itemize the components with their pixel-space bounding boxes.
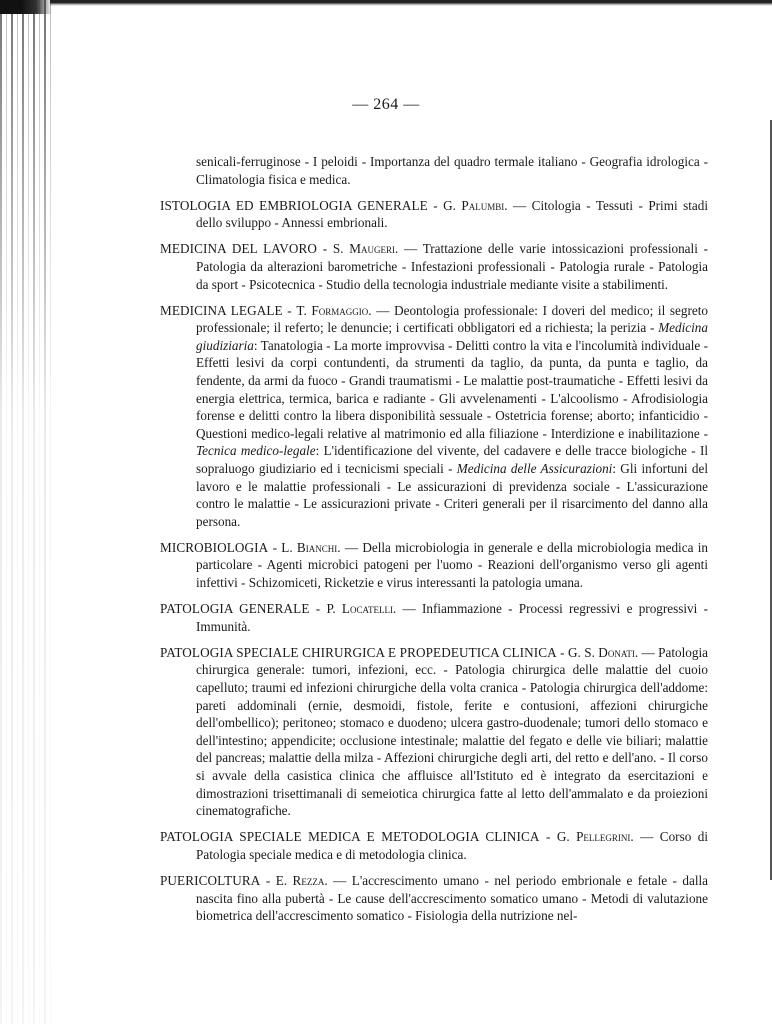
course-subject: PATOLOGIA GENERALE bbox=[160, 601, 310, 617]
course-entry-patologia-medica bbox=[160, 828, 708, 863]
separator: - bbox=[282, 302, 297, 318]
separator: - bbox=[309, 601, 327, 617]
course-subject: MICROBIOLOGIA bbox=[160, 539, 269, 555]
separator: — bbox=[327, 872, 352, 888]
course-description: Trattazione delle varie intossicazioni professionali - Patologia da alterazioni barometriche - Infestazioni professionali - Patologia rurale - Patologia da sport - Psicotecnica - Studio della tecnologia industriale mediante visite a stabilimenti. bbox=[196, 241, 708, 292]
separator: — bbox=[633, 829, 660, 845]
course-entry-istologia bbox=[160, 197, 708, 232]
course-list bbox=[160, 153, 708, 933]
course-subject: ISTOLOGIA ED EMBRIOLOGIA GENERALE bbox=[160, 197, 428, 213]
course-subject: PATOLOGIA SPECIALE MEDICA E METODOLOGIA CLINICA bbox=[160, 829, 540, 845]
course-subject: PATOLOGIA SPECIALE CHIRURGICA E PROPEDEUTICA CLINICA bbox=[160, 644, 557, 660]
course-description: Infiammazione - Processi regressivi e progressivi - Immunità. bbox=[196, 601, 708, 634]
course-author: G. S. Donati. bbox=[568, 644, 639, 660]
page-number: — 264 — bbox=[352, 96, 420, 113]
scan-edge-top bbox=[50, 0, 772, 6]
separator: - bbox=[539, 829, 557, 845]
separator: - bbox=[260, 872, 276, 888]
course-author: G. Pellegrini. bbox=[556, 829, 634, 845]
course-entry-patologia-chirurgica bbox=[160, 644, 708, 820]
course-description: L'accrescimento umano - nel periodo embrionale e fetale - dalla nascita fino alla pubertà - Le cause dell'accrescimento somatico umano - Metodi di valutazione biometrica dell'accrescimento somatico - Fisiologia della nutrizione nel- bbox=[196, 872, 709, 924]
continuation-paragraph: senicali-ferruginose - I peloidi - Importanza del quadro termale italiano - Geografia idrologica - Climatologia fisica e medica. bbox=[196, 154, 708, 187]
course-entry-microbiologia bbox=[160, 539, 708, 592]
course-description: Citologia - Tessuti - Primi stadi dello sviluppo - Annessi embrionali. bbox=[196, 197, 709, 231]
course-author: S. Maugeri. bbox=[332, 241, 399, 257]
separator: — bbox=[371, 302, 395, 318]
separator: - bbox=[268, 539, 282, 555]
separator: — bbox=[638, 644, 659, 660]
course-author: E. Rezza. bbox=[275, 872, 328, 888]
course-subject: MEDICINA LEGALE bbox=[160, 302, 283, 318]
course-section-heading: Medicina delle Assicurazioni bbox=[456, 461, 613, 476]
separator: - bbox=[427, 197, 444, 213]
course-section-heading: Tecnica medico-legale bbox=[196, 443, 316, 459]
separator: — bbox=[396, 601, 423, 617]
separator: - bbox=[316, 241, 333, 257]
course-description: : Gli infortuni del lavoro e le malattie professionali - Le assicurazioni di previdenza sociale - L'assicurazione contro le malattie - Le assicurazioni private - Criteri generali per il risarcimento del danno alla persona. bbox=[196, 461, 708, 529]
separator: — bbox=[398, 241, 423, 257]
separator: — bbox=[340, 539, 363, 555]
separator: — bbox=[507, 197, 532, 213]
course-description: Deontologia professionale: I doveri del medico; il segreto professionale; il referto; le denuncie; i certificati obbligatori ed a richiesta; la perizia - bbox=[196, 302, 708, 336]
course-entry-medicina-legale bbox=[160, 302, 708, 531]
course-description: Patologia chirurgica generale: tumori, infezioni, ecc. - Patologia chirurgica delle malattie del cuoio capelluto; traumi ed infezioni chirurgiche della volta cranica - Patologia chirurgica dell'addome: pareti addominali (ernie, desmoidi, fistole, ferite e contusioni, affezioni chirurgiche dell'ombellico); peritoneo; stomaco e duodeno; ulcera gastro-duodenale; tumori dello stomaco e dell'intestino; appendicite; occlusione intestinale; malattie del fegato e delle vie biliari; malattie del pancreas; malattie della milza - Affezioni chirurgiche degli arti, del retto e dell'ano. - Il corso si avvale della casistica clinica che affluisce all'Istituto ed è integrato da esercitazioni e dimostrazioni trisettimanali di semeiotica chirurgica fatte al letto dell'ammalato e da proiezioni cinematografiche. bbox=[196, 644, 708, 819]
course-description: : Tanatologia - La morte improvvisa - Delitti contro la vita e l'incolumità individuale - Effetti lesivi da corpi contundenti, da strumenti da taglio, da punta, da punta e taglio, da fendente, da armi da fuoco - Grandi traumatismi - Le malattie post-traumatiche - Effetti lesivi da energia elettrica, termica, barica e radiante - Gli avvelenamenti - L'alcoolismo - Afrodisiologia forense e delitti contro la libera disponibilità sessuale - Ostetricia forense; aborto; infanticidio - Questioni medico-legali relative al matrimonio ed alla filiazione - Interdizione e inabilitazione - bbox=[196, 337, 708, 441]
course-section-heading: Medicina giudiziaria bbox=[196, 320, 708, 353]
course-subject: PUERICOLTURA bbox=[160, 872, 261, 888]
course-author: T. Formaggio. bbox=[296, 302, 372, 318]
course-description: Corso di Patologia speciale medica e di metodologia clinica. bbox=[196, 829, 709, 862]
separator: - bbox=[556, 644, 568, 660]
course-author: L. Bianchi. bbox=[281, 539, 341, 555]
course-author: P. Locatelli. bbox=[326, 601, 397, 617]
course-author: G. Palumbi. bbox=[443, 197, 508, 213]
course-entry-puericoltura bbox=[160, 872, 708, 925]
course-description: : L'identificazione del vivente, del cadavere e delle tracce biologiche - Il sopraluogo giudiziario ed i tecnicismi speciali - bbox=[196, 443, 708, 476]
course-entry-medicina-lavoro bbox=[160, 240, 708, 293]
course-description: Della microbiologia in generale e della microbiologia medica in particolare - Agenti microbici patogeni per l'uomo - Reazioni dell'organismo verso gli agenti infettivi - Schizomiceti, Ricketzie e virus interessanti la patologia umana. bbox=[196, 539, 708, 591]
scan-corner-shadow bbox=[0, 0, 52, 14]
course-subject: MEDICINA DEL LAVORO bbox=[160, 241, 317, 257]
scan-edge-left bbox=[0, 0, 52, 1024]
course-entry-patologia-generale bbox=[160, 600, 708, 635]
